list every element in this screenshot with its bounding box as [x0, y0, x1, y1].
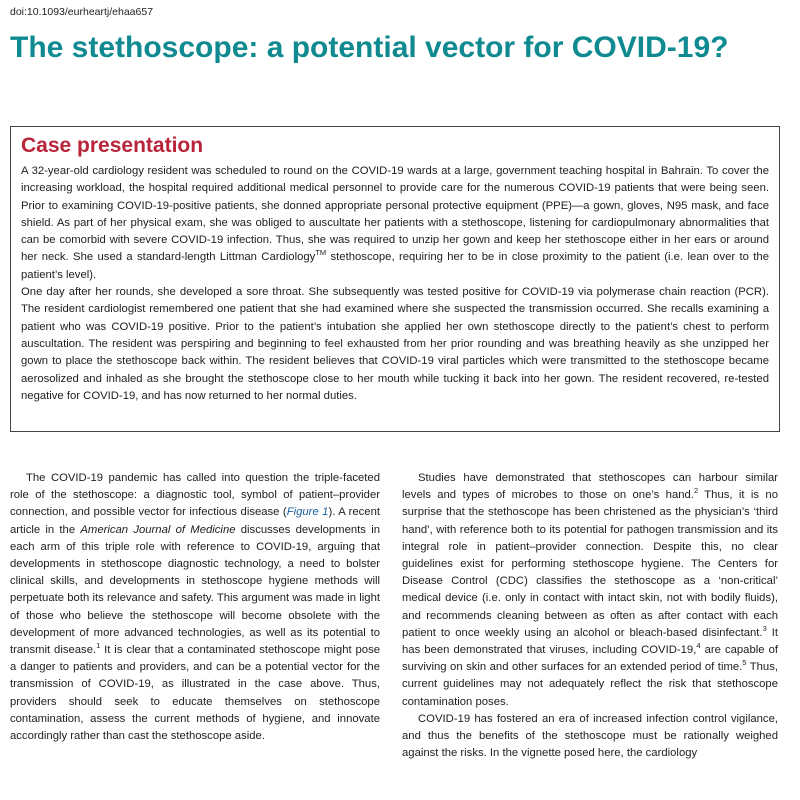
journal-name: American Journal of Medicine	[80, 523, 236, 536]
right-column	[402, 470, 778, 762]
reference-5[interactable]: 5	[742, 658, 747, 668]
reference-1[interactable]: 1	[96, 641, 101, 651]
left-column	[10, 470, 380, 745]
right-p1-s5: Thus, current guidelines may not adequately reflect the risk that stethoscope contamination poses.	[402, 661, 778, 708]
right-paragraph-2: COVID-19 has fostered an era of increased infection control vigilance, and thus the benefits of the stethoscope must be rationally weighed against the risks. In the vignette posed here, the cardiology	[402, 712, 778, 760]
case-presentation-heading: Case presentation	[21, 134, 204, 157]
case-paragraph-2: One day after her rounds, she developed a sore throat. She subsequently was tested positive for COVID-19 via polymerase chain reaction (PCR). The resident cardiologist remembered one patient that she had examined where she suspected the transmission occurred. She recalls examining a patient who was COVID-19 positive. Prior to the patient’s intubation she applied her own stethoscope directly to the patient’s chest to perform auscultation. The resident was perspiring and beginning to feel exhausted from her prior rounding and was breathing heavily as she unzipped her gown to place the stethoscope back within. The resident believes that COVID-19 viral particles which were transmitted to the stethoscope became aerosolized and inhaled as she brought the stethoscope close to her mouth while tucking it back into her gown. The resident recovered, re-tested negative for COVID-19, and has now returned to her normal duties.	[21, 286, 769, 402]
article-title: The stethoscope: a potential vector for COVID-19?	[10, 31, 729, 64]
right-p1-s2: Thus, it is no surprise that the stethoscope has been christened as the physician’s ‘third hand’, with reference both to its potential for pathogen transmission and its integral role in patient–provider connection. Despite this, no clear guidelines exist for performing stethoscope hygiene. The Centers for Disease Control (CDC) classifies the stethoscope as a ‘non-critical’ medical device (i.e. only in contact with intact skin, not with bodily fluids), and recommends cleaning between as often as after contact with each patient to once weekly using an alcohol or bleach-based disinfectant.	[402, 489, 778, 639]
right-paragraph-1	[402, 470, 778, 711]
case-p1-text-a: A 32-year-old cardiology resident was scheduled to round on the COVID-19 wards at a large, government teaching hospital in Bahrain. To cover the increasing workload, the hospital required additional medical personnel to provide care for the numerous COVID-19 patients that were being seen. Prior to examining COVID-19-positive patients, she donned appropriate personal protective equipment (PPE)—a gown, gloves, N95 mask, and face shield. As part of her physical exam, she was obliged to auscultate her patients with a stethoscope, listening for cardiopulmonary abnormalities that can be comorbid with severe COVID-19 infection. Thus, she was required to unzip her gown and keep her stethoscope either in her ears or around her neck. She used a standard-length Littman Cardiology	[21, 165, 769, 264]
case-paragraph-1	[21, 163, 769, 284]
right-p1-s3: It has been demonstrated that viruses, including COVID-19,	[402, 626, 778, 657]
right-p1-s4: are capable of surviving on skin and other surfaces for an extended period of time.	[402, 644, 778, 674]
left-paragraph-1	[10, 470, 380, 745]
case-presentation-box	[10, 126, 780, 432]
reference-3[interactable]: 3	[762, 624, 767, 634]
left-p1-s2: ). A recent article in the	[10, 506, 380, 536]
doi: doi:10.1093/eurheartj/ehaa657	[10, 6, 154, 18]
right-p1-s1: Studies have demonstrated that stethoscopes can harbour similar levels and types of microbes to those on one’s hand.	[402, 472, 778, 502]
left-p1-s4: It is clear that a contaminated stethoscope might pose a danger to patients and providers, and can be a potential vector for the transmission of COVID-19, as illustrated in the case above. Thus, providers should seek to educate themselves on stethoscope contamination, assess the current methods of hygiene, and innovate accordingly rather than cast the stethoscope aside.	[10, 644, 380, 743]
trademark-superscript: TM	[315, 248, 327, 258]
reference-4[interactable]: 4	[696, 641, 701, 651]
case-p1-text-b: stethoscope, requiring her to be in close proximity to the patient (i.e. lean over to the patient’s level).	[21, 251, 769, 281]
left-p1-s1: The COVID-19 pandemic has called into question the triple-faceted role of the stethoscope: a diagnostic tool, symbol of patient–provider connection, and possible vector for infectious disease (	[10, 472, 380, 519]
left-p1-s3: discusses developments in each arm of this triple role with reference to COVID-19, arguing that developments in stethoscope diagnostic technology, a need to bolster clinical skills, and developments in stethoscope hygiene methods will perpetuate both its relevance and safety. This argument was made in light of those who believe the stethoscope will become obsolete with the development of more advanced technologies, as well as its potential to transmit disease.	[10, 523, 380, 657]
figure-1-link[interactable]: Figure 1	[286, 506, 329, 519]
reference-2[interactable]: 2	[693, 486, 699, 496]
